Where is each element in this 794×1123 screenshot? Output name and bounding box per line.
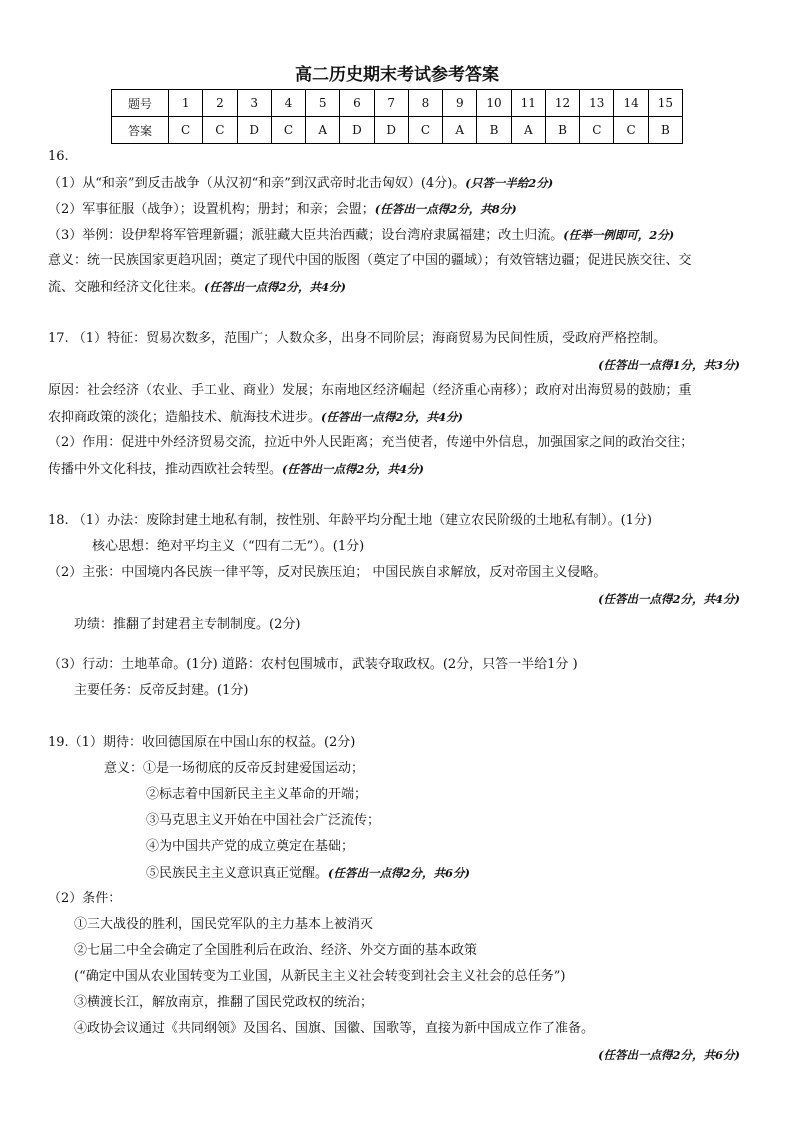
table-cell-answer: D	[340, 117, 374, 144]
q19-significance-4: ④为中国共产党的成立奠定在基础；	[146, 839, 355, 854]
q16-part2-text: （2）军事征服（战争）；设置机构；册封；和亲；会盟；	[48, 202, 375, 217]
q19-significance-3: ③马克思主义开始在中国社会广泛流传；	[146, 813, 381, 828]
q17-part2-text: 传播中外文化科技，推动西欧社会转型。	[48, 462, 283, 477]
table-cell-number: 12	[545, 90, 579, 117]
table-cell-answer: B	[477, 117, 511, 144]
table-cell-number: 9	[443, 90, 477, 117]
q16-part2	[48, 200, 517, 219]
q16-part1-score-note: (只答一半给2分)	[465, 176, 554, 190]
row-label-numbers: 题号	[112, 90, 169, 117]
row-label-answers: 答案	[112, 117, 169, 144]
table-row-numbers	[112, 90, 683, 117]
table-cell-number: 15	[648, 90, 682, 117]
q17-reasons-text: 农抑商政策的淡化；造船技术、航海技术进步。	[48, 410, 322, 425]
table-cell-number: 3	[237, 90, 271, 117]
q16-part3	[48, 226, 674, 245]
page-title: 高二历史期末考试参考答案	[295, 65, 499, 85]
table-cell-number: 6	[340, 90, 374, 117]
q19-condition-2: ②七届二中全会确定了全国胜利后在政治、经济、外交方面的基本政策	[74, 943, 478, 958]
table-cell-answer: D	[374, 117, 408, 144]
q19-significance-5-text: ⑤民族民主主义意识真正觉醒。	[146, 866, 329, 881]
q19-significance-5	[146, 864, 470, 883]
q19-condition-4: ④政协会议通过《共同纲领》及国名、国旗、国徽、国歌等，直接为新中国成立作了准备。	[74, 1021, 595, 1036]
table-cell-number: 5	[306, 90, 340, 117]
q19-significance-2: ②标志着中国新民主主义革命的开端；	[146, 787, 368, 802]
q16-part3-score-note: (任举一例即可，2分)	[563, 228, 675, 242]
table-cell-number: 13	[580, 90, 614, 117]
q16-part1-text: （1）从“和亲”到反击战争（从汉初“和亲”到汉武帝时北击匈奴）(4分)。	[48, 176, 466, 191]
table-cell-answer: C	[614, 117, 648, 144]
q17-reasons-line2	[48, 408, 463, 427]
table-row-answers	[112, 117, 683, 144]
table-cell-number: 2	[203, 90, 237, 117]
q16-significance-score-note: (任答出一点得2分，共4分)	[204, 280, 346, 294]
table-cell-answer: C	[580, 117, 614, 144]
q16-significance-line2	[48, 278, 346, 297]
q17-reasons-score-note: (任答出一点得2分，共4分)	[321, 410, 463, 424]
q19-part1: 19.（1）期待：收回德国原在中国山东的权益。(2分)	[48, 735, 356, 750]
q19-part1-score-note: (任答出一点得2分，共6分)	[328, 866, 470, 880]
q17-part2-line2	[48, 460, 424, 479]
q16-part3-text: （3）举例：设伊犁将军管理新疆；派驻藏大臣共治西藏；设台湾府隶属福建；改土归流。	[48, 228, 564, 243]
q19-condition-3: ③横渡长江，解放南京，推翻了国民党政权的统治；	[74, 995, 374, 1010]
table-cell-answer: C	[271, 117, 305, 144]
answer-table	[111, 89, 683, 144]
q18-achievement: 功绩：推翻了封建君主专制制度。(2分)	[74, 617, 301, 632]
q17-part2-line1: （2）作用：促进中外经济贸易交流，拉近中外人民距离；充当使者，传递中外信息，加强国家之间的政治交往；	[48, 435, 694, 450]
q16-significance-line1: 意义：统一民族国家更趋巩固；奠定了现代中国的版图（奠定了中国的疆域）；有效管辖边疆；促进民族交往、交	[48, 253, 692, 268]
q17-part1: 17. （1）特征：贸易次数多，范围广；人数众多，出身不同阶层；海商贸易为民间性质，受政府严格控制。	[48, 331, 667, 346]
q19-condition-2-detail: (“确定中国从农业国转变为工业国，从新民主主义社会转变到社会主义社会的总任务”)	[74, 969, 566, 984]
table-cell-answer: A	[511, 117, 545, 144]
table-cell-number: 8	[408, 90, 442, 117]
q18-part3: （3）行动：土地革命。(1分) 道路：农村包围城市，武装夺取政权。(2分，只答一半给1分 )	[48, 657, 578, 672]
table-cell-answer: C	[169, 117, 203, 144]
q16-number: 16.	[48, 149, 69, 164]
q19-part2-score-note: (任答出一点得2分，共6分)	[598, 1048, 740, 1062]
q17-part2-score-note: (任答出一点得2分，共4分)	[282, 462, 424, 476]
q18-part2-score-note: (任答出一点得2分，共4分)	[598, 592, 740, 606]
table-cell-answer: B	[648, 117, 682, 144]
q18-part2: （2）主张：中国境内各民族一律平等，反对民族压迫； 中国民族自求解放，反对帝国主义侵略。	[48, 565, 607, 580]
q16-significance-text: 流、交融和经济文化往来。	[48, 280, 205, 295]
table-cell-answer: D	[237, 117, 271, 144]
q19-condition-1: ①三大战役的胜利，国民党军队的主力基本上被消灭	[74, 917, 374, 932]
q18-part1: 18. （1）办法：废除封建土地私有制，按性别、年龄平均分配土地（建立农民阶级的土地私有制）。(1分)	[48, 513, 652, 528]
q18-core-idea: 核心思想：绝对平均主义（“四有二无”）。(1分)	[92, 539, 365, 554]
q19-significance-1: 意义：①是一场彻底的反帝反封建爱国运动；	[104, 761, 365, 776]
q17-part1-score-note: (任答出一点得1分，共3分)	[598, 358, 740, 372]
table-cell-answer: C	[408, 117, 442, 144]
table-cell-number: 7	[374, 90, 408, 117]
table-cell-number: 14	[614, 90, 648, 117]
table-cell-number: 11	[511, 90, 545, 117]
table-cell-number: 1	[169, 90, 203, 117]
table-cell-number: 4	[271, 90, 305, 117]
table-cell-answer: A	[443, 117, 477, 144]
q19-part2-heading: （2）条件：	[48, 891, 122, 906]
q16-part1	[48, 174, 553, 193]
table-cell-answer: C	[203, 117, 237, 144]
q18-main-task: 主要任务：反帝反封建。(1分)	[74, 683, 249, 698]
q16-part2-score-note: (任答出一点得2分，共8分)	[374, 202, 517, 216]
table-cell-answer: A	[306, 117, 340, 144]
table-cell-answer: B	[545, 117, 579, 144]
q17-reasons-line1: 原因：社会经济（农业、手工业、商业）发展；东南地区经济崛起（经济重心南移）；政府对出海贸易的鼓励；重	[48, 383, 692, 398]
table-cell-number: 10	[477, 90, 511, 117]
